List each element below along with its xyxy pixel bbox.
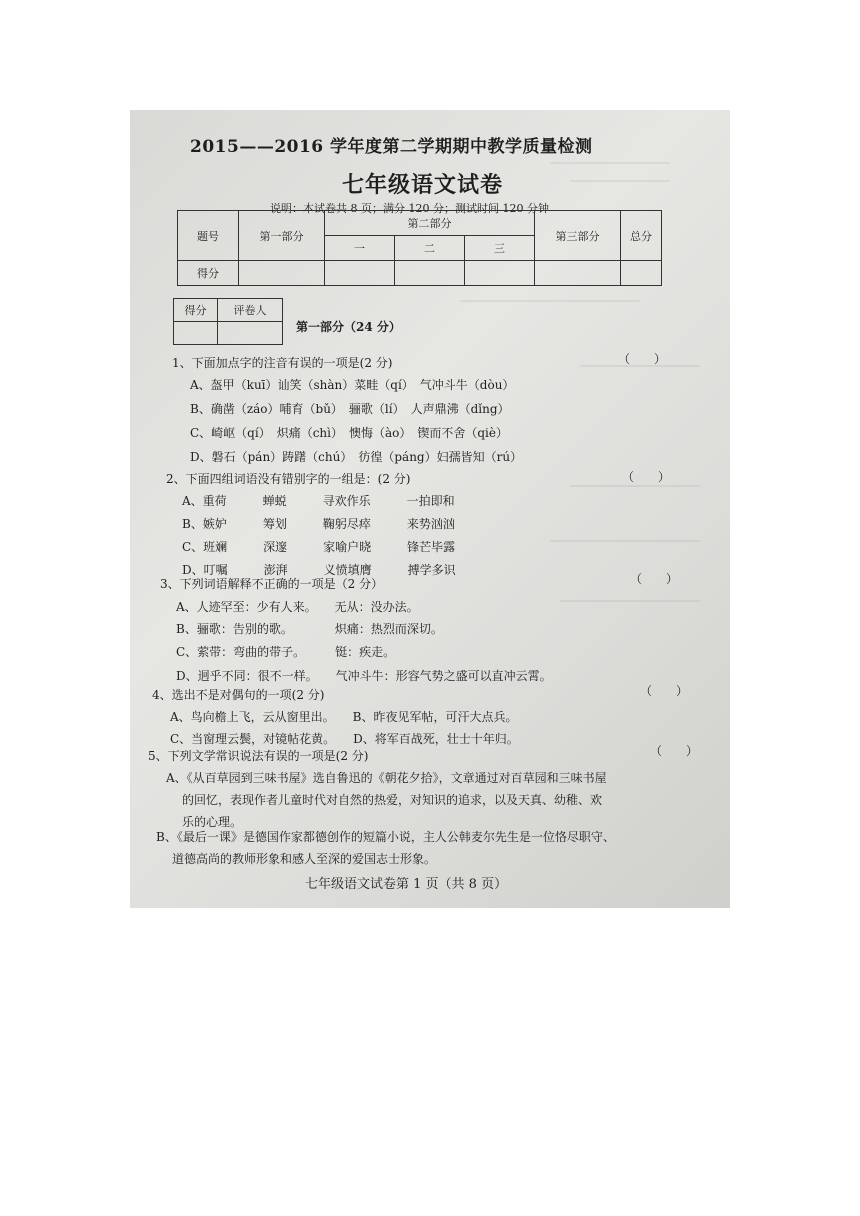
exam-subtitle: 七年级语文试卷 [342,172,504,198]
exam-photo [130,110,730,908]
score-cell [465,261,535,286]
score-cell [621,261,662,286]
question-2-stem: 2、下面四组词语没有错别字的一组是：(2 分) [166,472,411,486]
question-5-stem: 5、下列文学常识说法有误的一项是(2 分) [148,749,369,763]
question-1-option-c: C、崎岖（qí） 炽痛（chì） 懊悔（ào） 锲而不舍（qiè） [190,426,508,440]
question-2-option-c: C、班斓 深邃 家喻户晓 锋芒毕露 [182,540,456,554]
question-1-option-b: B、确凿（záo）哺育（bǔ） 骊歌（lí） 人声鼎沸（dǐng） [190,402,510,416]
part1-heading: 第一部分（24 分） [296,320,401,334]
question-5-option-a-line2: 的回忆，表现作者儿童时代对自然的热爱，对知识的追求，以及天真、幼稚、欢 [182,793,603,807]
question-1-option-a: A、盔甲（kuī）讪笑（shàn）菜畦（qí） 气冲斗牛（dòu） [190,378,515,392]
header-total: 总分 [621,211,662,261]
header-part1: 第一部分 [239,211,325,261]
exam-title: 2015——2016 学年度第二学期期中教学质量检测 [190,137,593,157]
header-sub2: 二 [395,236,465,261]
question-3-option-a: A、人迹罕至：少有人来。 无从：没办法。 [176,600,419,614]
question-2-option-a: A、重荷 蝉蜕 寻欢作乐 一拍即和 [182,494,455,508]
question-5-option-b-line1: B、《最后一课》是德国作家都德创作的短篇小说，主人公韩麦尔先生是一位恪尽职守、 [156,830,615,844]
question-1-stem: 1、下面加点字的注音有误的一项是(2 分) [172,356,393,370]
answer-paren: （ ） [630,572,679,586]
header-tihao: 题号 [178,211,239,261]
score-cell [325,261,395,286]
question-4-stem: 4、选出不是对偶句的一项(2 分) [152,688,325,702]
grader-score-cell [174,322,218,345]
score-table [177,210,662,286]
row-score-label: 得分 [178,261,239,286]
question-5-option-a-line1: A、《从百草园到三味书屋》选自鲁迅的《朝花夕拾》，文章通过对百草园和三味书屋 [166,771,607,785]
question-3-option-d: D、迥乎不同：很不一样。 气冲斗牛：形容气势之盛可以直冲云霄。 [176,669,552,683]
page-footer: 七年级语文试卷第 1 页（共 8 页） [305,877,508,892]
score-cell [239,261,325,286]
question-3-option-c: C、萦带：弯曲的带子。 铤：疾走。 [176,645,396,659]
header-sub3: 三 [465,236,535,261]
question-3-option-b: B、骊歌：告别的歌。 炽痛：热烈而深切。 [176,622,443,636]
exam-paper [130,110,730,908]
answer-paren: （ ） [650,744,699,758]
answer-paren: （ ） [622,470,671,484]
header-sub1: 一 [325,236,395,261]
grader-label: 评卷人 [217,299,282,322]
grader-cell [217,322,282,345]
grader-box [173,298,283,345]
question-2-option-b: B、嫉妒 筹划 鞠躬尽瘁 来势汹汹 [182,517,455,531]
header-part3: 第三部分 [535,211,621,261]
answer-paren: （ ） [618,352,667,366]
answer-paren: （ ） [640,684,689,698]
question-3-stem: 3、下列词语解释不正确的一项是（2 分） [160,577,384,591]
header-part2: 第二部分 [325,211,535,236]
exam-instructions: 说明：本试卷共 8 页；满分 120 分；测试时间 120 分钟 [270,202,549,215]
question-1-option-d: D、磐石（pán）踌躇（chú） 彷徨（páng）妇孺皆知（rú） [190,450,523,464]
question-2-option-d: D、叮嘱 澎湃 义愤填膺 搏学多识 [182,563,456,577]
score-cell [535,261,621,286]
score-cell [395,261,465,286]
question-5-option-b-line2: 道德高尚的教师形象和感人至深的爱国志士形象。 [172,852,437,866]
question-4-option-cd: C、当窗理云鬓，对镜帖花黄。 D、将军百战死，壮士十年归。 [170,732,519,746]
question-5-option-a-line3: 乐的心理。 [182,815,243,829]
question-4-option-ab: A、鸟向檐上飞，云从窗里出。 B、昨夜见军帖，可汗大点兵。 [170,710,518,724]
grader-score-label: 得分 [174,299,218,322]
